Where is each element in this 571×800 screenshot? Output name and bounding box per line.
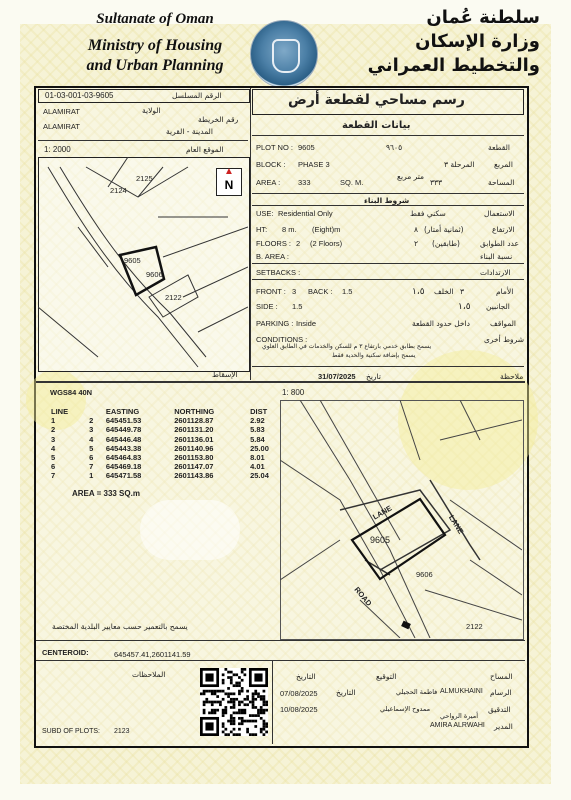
coordinates-row bbox=[48, 416, 288, 425]
height-ar-value: ٨ bbox=[414, 225, 419, 234]
general-location-label-ar: الموقع العام bbox=[186, 145, 224, 154]
floors-label: FLOORS : bbox=[256, 239, 292, 248]
use-label: USE: bbox=[256, 209, 274, 218]
coordinates-cell: 3 bbox=[51, 434, 56, 444]
notes-ar-label: ملاحظة bbox=[500, 372, 524, 381]
back-setback-ar-label: الخلف bbox=[434, 287, 454, 296]
coordinates-cell: 8.01 bbox=[250, 453, 265, 463]
surveyor-label-ar: المساح bbox=[490, 672, 513, 681]
conditions-ar-label: شروط أخرى bbox=[484, 335, 525, 344]
detail-plot-9605: 9605 bbox=[370, 535, 391, 545]
conditions-date: 31/07/2025 bbox=[318, 372, 356, 381]
back-setback-label: BACK : bbox=[308, 287, 333, 296]
coordinates-row bbox=[48, 425, 288, 434]
block-label: BLOCK : bbox=[256, 160, 286, 169]
coordinates-cell: 4 bbox=[89, 434, 94, 444]
conditions-date-ar-label: تاريخ bbox=[366, 372, 381, 381]
ministry-name-ar-1: وزارة الإسكان bbox=[415, 31, 540, 52]
building-area-label: B. AREA : bbox=[256, 252, 289, 261]
use-ar-label: الاستعمال bbox=[484, 209, 515, 218]
coordinates-cell: 645451.53 bbox=[105, 416, 142, 426]
coordinates-cell: 4.01 bbox=[250, 462, 265, 472]
document-title-ar: رسم مساحي لقطعة أرض bbox=[288, 92, 465, 108]
city-label-ar: المدينة - القرية bbox=[166, 127, 213, 136]
general-map-plot-9605: 9605 bbox=[124, 256, 141, 265]
coordinates-cell: 2.92 bbox=[250, 416, 265, 426]
coordinates-cell: 645449.78 bbox=[105, 425, 142, 435]
signature-label-ar-1: التوقيع bbox=[376, 672, 397, 681]
centroid-value: 645457.41,2601141.59 bbox=[114, 650, 191, 659]
general-map-plot-2125: 2125 bbox=[136, 174, 153, 183]
coordinates-cell: 2601140.96 bbox=[174, 443, 214, 453]
parking-ar-value: داخل حدود القطعة bbox=[412, 319, 470, 328]
plot-no-label: PLOT NO : bbox=[256, 143, 293, 152]
detail-plot-2122: 2122 bbox=[466, 622, 483, 631]
plot-no-ar-value: ٩٦٠٥ bbox=[386, 143, 403, 152]
coordinates-cell: 4 bbox=[51, 443, 56, 453]
building-area-ar-label: نسبة البناء bbox=[480, 252, 513, 261]
coordinates-cell: 3 bbox=[89, 425, 94, 435]
draftsman-date-label-ar: التاريخ bbox=[336, 688, 356, 697]
coordinates-cell: 645446.48 bbox=[105, 434, 142, 444]
parking-ar-label: المواقف bbox=[490, 319, 517, 328]
side-setback-ar-label: الجانبين bbox=[486, 302, 510, 311]
conditions-label: CONDITIONS : bbox=[256, 335, 308, 344]
light-watermark-patch bbox=[140, 500, 240, 560]
detail-map-drawing bbox=[280, 400, 522, 638]
coordinates-cell: 5 bbox=[51, 453, 56, 463]
parking-label: PARKING : bbox=[256, 319, 294, 328]
height-ar-note: (ثمانية أمتار) bbox=[424, 225, 464, 234]
coordinates-header-cell: EASTING bbox=[105, 407, 140, 416]
ministry-header-english bbox=[60, 10, 250, 76]
coordinates-cell: 1 bbox=[51, 416, 56, 426]
ministry-header-arabic bbox=[340, 6, 540, 78]
setbacks-ar-label: الارتدادات bbox=[480, 268, 511, 277]
checker-date: 10/08/2025 bbox=[280, 705, 318, 714]
coordinates-row bbox=[48, 435, 288, 444]
north-letter: N bbox=[224, 178, 234, 192]
map-number-label-ar: رقم الخريطة bbox=[198, 115, 239, 124]
road-label: ROAD bbox=[352, 585, 374, 608]
remarks-label-ar: الملاحظات bbox=[132, 670, 166, 679]
general-map-scale: 1: 2000 bbox=[44, 145, 71, 154]
coordinates-cell: 5 bbox=[89, 443, 94, 453]
sub-plots-value: 2123 bbox=[114, 728, 130, 735]
block-ar-label: المربع bbox=[494, 160, 513, 169]
country-name-ar: سلطنة عُمان bbox=[426, 7, 540, 28]
parking-value: Inside bbox=[296, 319, 317, 328]
floors-ar-label: عدد الطوابق bbox=[480, 239, 519, 248]
front-setback-ar-label: الأمام bbox=[496, 287, 514, 296]
height-label: HT: bbox=[256, 225, 268, 234]
director-name: AMIRA ALRWAHI bbox=[430, 722, 485, 729]
draftsman-name: ALMUKHAINI bbox=[440, 688, 483, 695]
checker-label-ar: التدقيق bbox=[488, 705, 511, 714]
area-label: AREA : bbox=[256, 178, 281, 187]
front-setback-value: 3 bbox=[292, 287, 297, 296]
plot-no-ar-label: القطعة bbox=[488, 143, 510, 152]
area-ar-unit: متر مربع bbox=[397, 172, 425, 181]
coordinates-cell: 2 bbox=[51, 425, 56, 435]
director-label-ar: المدير bbox=[494, 722, 513, 731]
area-ar-label: المساحة bbox=[488, 178, 515, 187]
coordinates-cell: 645464.83 bbox=[105, 453, 142, 463]
draftsman-label-ar: الرسام bbox=[490, 688, 512, 697]
coordinates-cell: 2601131.20 bbox=[174, 425, 214, 435]
conditions-ar-text: يسمح بطابق خدمي بارتفاع ٣ م للسكن والخدمات في الطابق العلوي bbox=[262, 343, 432, 350]
coordinates-cell: 6 bbox=[51, 462, 56, 472]
plot-no-value: 9605 bbox=[298, 143, 315, 152]
floors-ar-value: ٢ bbox=[414, 239, 419, 248]
coordinates-cell: 5.84 bbox=[250, 434, 265, 444]
general-map-plot-9606: 9606 bbox=[146, 270, 163, 279]
area-value: 333 bbox=[298, 178, 311, 187]
ministry-name-line2: and Urban Planning bbox=[86, 57, 224, 74]
coordinates-row bbox=[48, 471, 288, 480]
detail-plot-9606: 9606 bbox=[416, 570, 433, 579]
height-ar-label: الارتفاع bbox=[492, 225, 515, 234]
coordinate-system: WGS84 40N bbox=[50, 388, 93, 397]
coordinates-row bbox=[48, 444, 288, 453]
detail-map-scale: 1: 800 bbox=[282, 388, 305, 397]
coordinates-cell: 2601136.01 bbox=[174, 434, 214, 444]
coordinates-header-cell: LINE bbox=[51, 407, 69, 416]
height-words: (Eight)m bbox=[312, 225, 341, 234]
serial-value: 01-03-001-03-9605 bbox=[45, 91, 114, 100]
city-value: ALAMIRAT bbox=[43, 122, 80, 131]
height-value: 8 m. bbox=[282, 225, 297, 234]
general-map-plot-2122: 2122 bbox=[165, 293, 182, 302]
side-setback-value: 1.5 bbox=[292, 302, 303, 311]
coordinates-cell: 1 bbox=[89, 471, 94, 481]
lane-label-2: LANE bbox=[446, 513, 466, 536]
side-setback-label: SIDE : bbox=[256, 302, 278, 311]
sub-plots-label: SUBD OF PLOTS: bbox=[42, 728, 100, 735]
floors-ar-note: (طابقين) bbox=[432, 239, 460, 248]
coordinates-header-cell bbox=[86, 407, 103, 416]
wilayat-value: ALAMIRAT bbox=[43, 107, 80, 116]
projection-label-ar: الإسقاط bbox=[212, 370, 238, 379]
permission-note-ar: يسمح بالتعمير حسب معايير البلدية المختصة bbox=[52, 622, 188, 631]
coordinates-cell: 25.00 bbox=[250, 443, 269, 453]
signature-date-ar-1: التاريخ bbox=[296, 672, 316, 681]
coordinates-table bbox=[48, 407, 288, 481]
block-value: PHASE 3 bbox=[298, 160, 330, 169]
front-setback-ar-value: ٣ bbox=[460, 287, 465, 296]
coordinates-cell: 5.83 bbox=[250, 425, 265, 435]
draftsman-name-ar: فاطمة الحجيلي bbox=[396, 688, 438, 696]
front-setback-label: FRONT : bbox=[256, 287, 286, 296]
back-setback-value: 1.5 bbox=[342, 287, 353, 296]
area-unit: SQ. M. bbox=[340, 178, 364, 187]
north-arrow-icon: ▲ N bbox=[216, 168, 242, 196]
country-name: Sultanate of Oman bbox=[96, 11, 214, 27]
coordinates-row bbox=[48, 462, 288, 471]
floors-words: (2 Floors) bbox=[310, 239, 343, 248]
coordinates-cell: 2601147.07 bbox=[174, 462, 214, 472]
building-conditions-heading-ar: شروط البناء bbox=[364, 196, 410, 205]
block-ar-value: المرحلة ٣ bbox=[444, 160, 475, 169]
coordinates-cell: 645443.38 bbox=[105, 443, 142, 453]
coordinates-cell: 2601153.80 bbox=[174, 453, 214, 463]
coordinates-cell: 2 bbox=[89, 416, 94, 426]
draftsman-date: 07/08/2025 bbox=[280, 689, 318, 698]
ministry-name-ar-2: والتخطيط العمراني bbox=[367, 55, 540, 76]
coordinates-cell: 7 bbox=[89, 462, 94, 472]
coordinates-header-row bbox=[48, 407, 288, 416]
director-name-ar: أميرة الرواحي bbox=[440, 712, 479, 720]
use-ar-value: سكني فقط bbox=[410, 209, 446, 218]
area-summary: AREA = 333 SQ.m bbox=[72, 489, 140, 498]
checker-name-ar: ممدوح الإسماعيلي bbox=[380, 705, 431, 713]
coordinates-cell: 2601143.86 bbox=[174, 471, 214, 481]
coordinates-cell: 2601128.87 bbox=[174, 416, 214, 426]
coordinates-cell: 645469.18 bbox=[105, 462, 142, 472]
coordinates-cell: 6 bbox=[89, 453, 94, 463]
conditions-note-ar: يسمح بإضافة سكنية والحدية فقط bbox=[332, 352, 416, 359]
coordinates-cell: 7 bbox=[51, 471, 56, 481]
serial-label-ar: الرقم المسلسل bbox=[172, 91, 222, 100]
coordinates-cell: 25.04 bbox=[250, 471, 269, 481]
area-ar-value: ٣٣٣ bbox=[430, 178, 443, 187]
qr-code bbox=[200, 668, 268, 736]
ministry-emblem-icon bbox=[250, 20, 318, 88]
coordinates-row bbox=[48, 453, 288, 462]
back-setback-ar-value: ١،٥ bbox=[412, 287, 425, 297]
side-setback-ar-value: ١،٥ bbox=[458, 302, 471, 312]
use-value: Residential Only bbox=[278, 209, 333, 218]
ministry-name-line1: Ministry of Housing bbox=[87, 37, 223, 54]
coordinates-header-cell: NORTHING bbox=[174, 407, 215, 416]
wilayat-label-ar: الولاية bbox=[142, 106, 161, 115]
coordinates-header-cell: DIST bbox=[250, 407, 268, 416]
coordinates-cell: 645471.58 bbox=[105, 471, 142, 481]
floors-value: 2 bbox=[296, 239, 301, 248]
lane-label-1: LANE bbox=[371, 503, 394, 522]
centroid-label: CENTEROID: bbox=[42, 648, 89, 657]
general-map-plot-2124: 2124 bbox=[110, 186, 127, 195]
plot-data-heading-ar: بيانات القطعة bbox=[342, 120, 411, 131]
setbacks-label: SETBACKS : bbox=[256, 268, 301, 277]
